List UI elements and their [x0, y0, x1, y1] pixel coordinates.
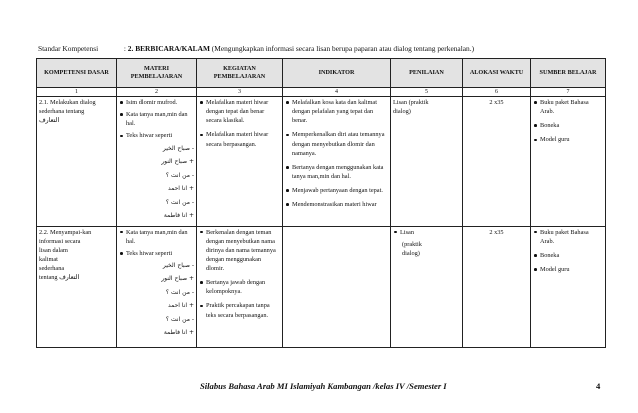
kegiatan-item: Bertanya jawab dengan kelompoknya.	[199, 278, 280, 296]
penilaian-note: (praktik dialog)	[402, 240, 422, 257]
kd-cell: 2.2. Menyampai-kan informasi secara lisan dalam kalimat sederhana tentang التعارف	[37, 226, 117, 347]
header-materi: MATERI PEMBELAJARAN	[117, 59, 197, 88]
sumber-item: Model guru	[533, 265, 603, 274]
hiwar-line: + صباح النور	[161, 275, 194, 283]
hiwar-line: + انا احمد	[167, 302, 194, 310]
col-number: 6	[463, 88, 531, 97]
kegiatan-item: Praktik percakapan tanpa teks secara berpasangan.	[199, 301, 280, 319]
standar-kompetensi	[38, 44, 474, 53]
standar-title: BERBICARA/KALAM	[135, 44, 210, 53]
page-number: 4	[596, 381, 601, 391]
footer-title: Silabus Bahasa Arab MI Islamiyah Kambangan /kelas IV /Semester I	[200, 381, 447, 391]
indikator-item: Memperkenalkan diri atau temannya dengan menyebutkan dlomir dan namanya.	[285, 130, 388, 157]
kegiatan-cell	[197, 226, 283, 347]
materi-item: Isim dlomir mufrod.	[119, 98, 194, 107]
materi-item: Teks hiwar seperti	[119, 249, 194, 258]
table-row	[37, 226, 606, 347]
table-row	[37, 97, 606, 227]
header-sumber: SUMBER BELAJAR	[531, 59, 606, 88]
hiwar-line: + انا فاطمة	[163, 329, 194, 337]
standar-label: Standar Kompetensi	[38, 44, 99, 53]
hiwar-line: + انا احمد	[167, 185, 194, 192]
hiwar-text	[119, 144, 194, 222]
col-number: 2	[117, 88, 197, 97]
hiwar-line: - من انت ؟	[165, 315, 194, 323]
col-number: 5	[391, 88, 463, 97]
penilaian-cell: Lisan (praktik dialog)	[391, 97, 463, 227]
standar-sep: :	[123, 44, 126, 53]
hiwar-text	[119, 261, 194, 339]
col-number: 3	[197, 88, 283, 97]
col-number: 1	[37, 88, 117, 97]
kegiatan-item: Berkenalan dengan teman dengan menyebutkan nama dirinya dan nama temannya dengan menggunakan dlomir.	[199, 228, 280, 274]
waktu-cell: 2 x35	[463, 226, 531, 347]
materi-item: Kata tanya man,min dan hal.	[119, 228, 194, 246]
materi-item: Teks hiwar seperti	[119, 131, 194, 140]
indikator-item: Mendemonstrasikan materi hiwar	[285, 200, 388, 209]
col-number: 7	[531, 88, 606, 97]
standar-desc: (Mengungkapkan informasi secara lisan berupa paparan atau dialog tentang perkenalan.)	[211, 44, 475, 53]
indikator-item: Bertanya dengan menggunakan kata tanya man,min dan hal.	[285, 163, 388, 181]
header-kompetensi: KOMPETENSI DASAR	[37, 59, 117, 88]
hiwar-line: - صباح الخير	[162, 261, 194, 269]
sumber-item: Boneka	[533, 251, 603, 260]
kd-cell: 2.1. Melakukan dialog sederhana tentang التعارف	[37, 97, 117, 227]
sumber-cell	[531, 226, 606, 347]
header-alokasi: ALOKASI WAKTU	[463, 59, 531, 88]
sumber-cell	[531, 97, 606, 227]
materi-cell	[117, 97, 197, 227]
hiwar-line: - من انت ؟	[165, 198, 194, 206]
penilaian-item: Lisan	[393, 228, 460, 237]
sumber-item: Boneka	[533, 121, 603, 130]
syllabus-table	[36, 58, 606, 348]
indikator-cell	[283, 97, 391, 227]
kegiatan-cell	[197, 97, 283, 227]
indikator-cell	[283, 226, 391, 347]
sumber-item: Buku paket Bahasa Arab.	[533, 228, 603, 246]
standar-code: 2.	[127, 44, 134, 53]
col-number: 4	[283, 88, 391, 97]
penilaian-cell	[391, 226, 463, 347]
sumber-item: Model guru	[533, 135, 603, 144]
indikator-item: Melafalkan kosa kata dan kalimat dengan pelafalan yang tepat dan benar.	[285, 98, 388, 125]
header-penilaian: PENILAIAN	[391, 59, 463, 88]
hiwar-line: + صباح النور	[161, 158, 194, 165]
kegiatan-item: Melafalkan materi hiwar dengan tepat dan benar secara klasikal.	[199, 98, 280, 125]
number-row	[37, 88, 606, 97]
kegiatan-item: Melafalkan materi hiwar secara berpasangan.	[199, 130, 280, 148]
hiwar-line: - صباح الخير	[162, 144, 194, 152]
waktu-cell: 2 x35	[463, 97, 531, 227]
hiwar-line: - من انت ؟	[165, 171, 194, 179]
header-indikator: INDIKATOR	[283, 59, 391, 88]
header-kegiatan: KEGIATAN PEMBELAJARAN	[197, 59, 283, 88]
materi-cell	[117, 226, 197, 347]
materi-item: Kata tanya man,min dan hal.	[119, 110, 194, 128]
hiwar-line: - من انت ؟	[165, 288, 194, 296]
header-row	[37, 59, 606, 88]
sumber-item: Buku paket Bahasa Arab.	[533, 98, 603, 116]
indikator-item: Menjawab pertanyaan dengan tepat.	[285, 186, 388, 195]
hiwar-line: + انا فاطمة	[163, 212, 194, 219]
